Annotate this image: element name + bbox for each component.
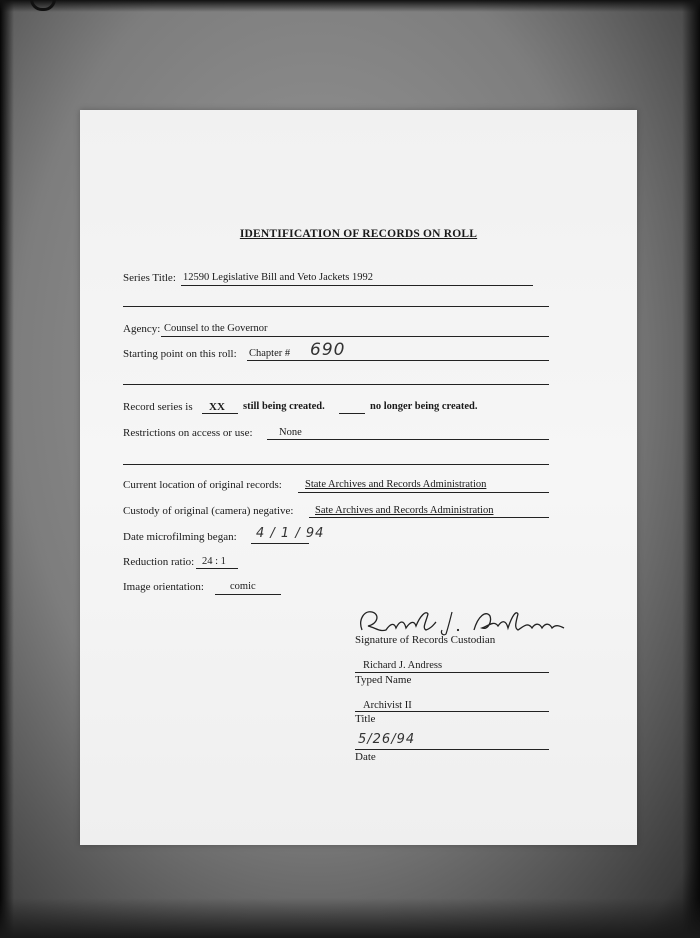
agency-line bbox=[161, 336, 549, 337]
signature-caption: Signature of Records Custodian bbox=[355, 634, 496, 646]
starting-point-extra-line bbox=[123, 384, 549, 385]
title-caption: Title bbox=[355, 713, 376, 725]
restrictions-extra-line bbox=[123, 464, 549, 465]
starting-point-line bbox=[247, 360, 549, 361]
form-title: IDENTIFICATION OF RECORDS ON ROLL bbox=[239, 228, 478, 240]
reduction-line bbox=[196, 568, 238, 569]
restrictions-line bbox=[267, 439, 549, 440]
film-edge-top bbox=[0, 0, 700, 12]
restrictions-value: None bbox=[279, 427, 302, 438]
agency-value: Counsel to the Governor bbox=[164, 323, 268, 334]
title-value: Archivist II bbox=[363, 700, 412, 711]
form-page bbox=[80, 110, 637, 845]
no-longer-label: no longer being created. bbox=[370, 401, 478, 412]
date-caption: Date bbox=[355, 751, 376, 763]
date-began-line bbox=[251, 543, 309, 544]
series-title-label: Series Title: bbox=[123, 272, 176, 284]
date-began-label: Date microfilming began: bbox=[123, 531, 237, 543]
location-line bbox=[298, 492, 549, 493]
no-longer-mark-line bbox=[339, 413, 365, 414]
location-label: Current location of original records: bbox=[123, 479, 282, 491]
film-edge-left bbox=[0, 0, 14, 938]
custody-line bbox=[309, 517, 549, 518]
series-title-extra-line bbox=[123, 306, 549, 307]
typed-name-caption: Typed Name bbox=[355, 674, 412, 686]
agency-label: Agency: bbox=[123, 323, 161, 335]
orientation-line bbox=[215, 594, 281, 595]
title-line bbox=[355, 711, 549, 712]
reduction-label: Reduction ratio: bbox=[123, 556, 195, 568]
date-line bbox=[355, 749, 549, 750]
typed-name-line bbox=[355, 672, 549, 673]
typed-name-value: Richard J. Andress bbox=[363, 660, 443, 671]
starting-point-value: Chapter # bbox=[249, 348, 291, 359]
date-began-value: 4 / 1 / 94 bbox=[256, 526, 325, 541]
custody-label: Custody of original (camera) negative: bbox=[123, 505, 294, 517]
film-edge-bottom bbox=[0, 898, 700, 938]
starting-point-label: Starting point on this roll: bbox=[123, 348, 237, 360]
still-created-label: still being created. bbox=[243, 401, 325, 412]
orientation-label: Image orientation: bbox=[123, 581, 204, 593]
location-value: State Archives and Records Administration bbox=[305, 479, 487, 490]
orientation-value: comic bbox=[230, 581, 256, 592]
reduction-value: 24 : 1 bbox=[202, 556, 226, 567]
film-edge-right bbox=[682, 0, 700, 938]
starting-point-handwritten: 690 bbox=[310, 340, 346, 360]
custody-value: Sate Archives and Records Administration bbox=[315, 505, 494, 516]
restrictions-label: Restrictions on access or use: bbox=[123, 427, 253, 439]
record-series-label: Record series is bbox=[123, 401, 193, 413]
record-series-mark: XX bbox=[209, 401, 225, 413]
series-title-value: 12590 Legislative Bill and Veto Jackets 1992 bbox=[183, 272, 373, 283]
series-title-line bbox=[181, 285, 533, 286]
record-series-mark-line bbox=[202, 413, 238, 414]
date-value: 5/26/94 bbox=[358, 732, 416, 747]
